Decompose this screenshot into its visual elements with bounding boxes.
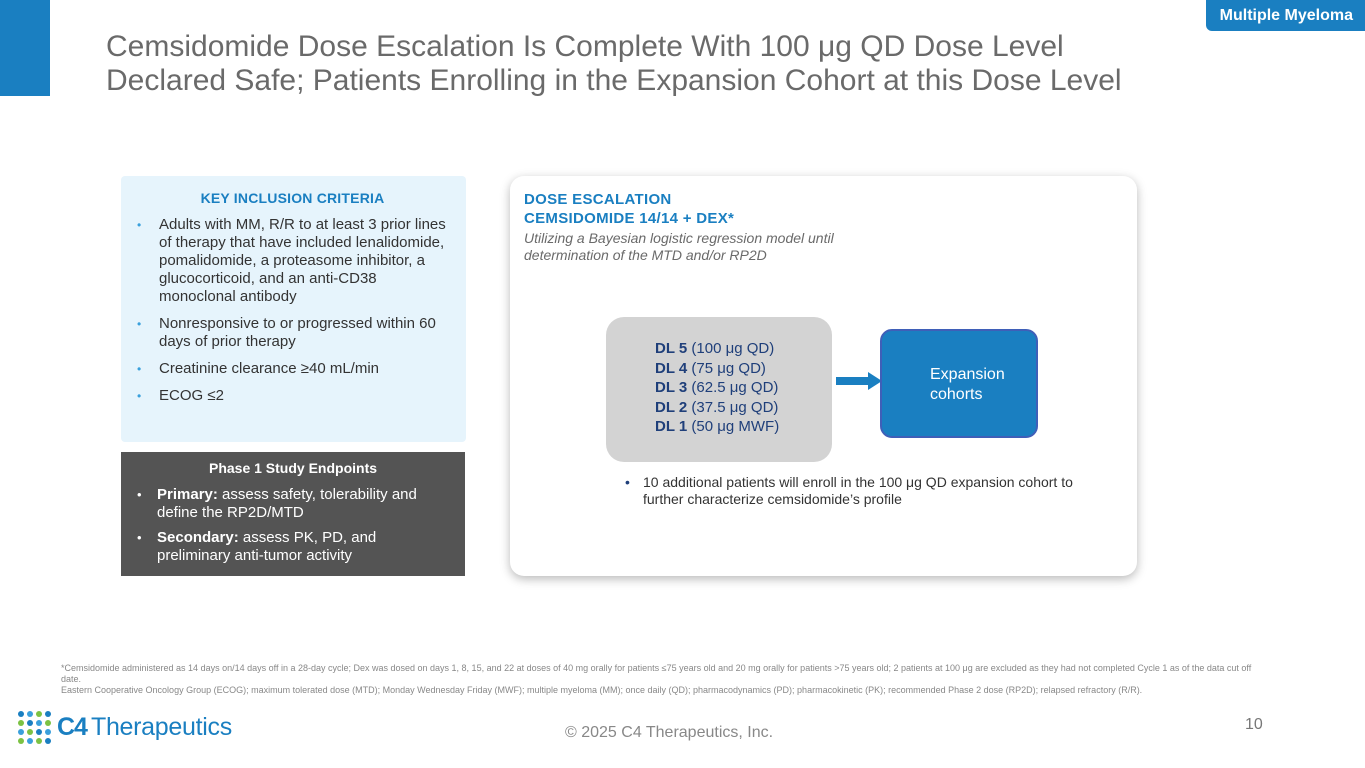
copyright: © 2025 C4 Therapeutics, Inc. xyxy=(565,724,774,741)
company-logo xyxy=(18,710,232,744)
endpoint-secondary xyxy=(135,529,451,565)
expansion-cohorts-box xyxy=(880,329,1038,438)
dose-level-label: DL 5 xyxy=(655,340,688,357)
criteria-item: • Creatinine clearance ≥40 mL/min xyxy=(135,360,450,378)
endpoint-primary xyxy=(135,486,451,522)
criteria-item: • ECOG ≤2 xyxy=(135,387,450,405)
endpoint-primary-text: assess safety, tolerability and define the RP2D/MTD xyxy=(157,486,417,521)
endpoint-secondary-text: assess PK, PD, and preliminary anti-tumor activity xyxy=(157,529,377,564)
study-endpoints-panel xyxy=(121,452,465,576)
logo-c4: C4 xyxy=(57,712,87,741)
dose-level-label: DL 2 xyxy=(655,398,688,416)
dose-level-value: (37.5 μg QD) xyxy=(687,398,779,416)
dose-level-row xyxy=(655,398,832,418)
expansion-note-item: • 10 additional patients will enroll in the 100 μg QD expansion cohort to further characterize cemsidomide’s profile xyxy=(623,474,1083,508)
dose-level-value: (75 μg QD) xyxy=(687,359,766,377)
arrow-right-icon xyxy=(836,372,882,390)
dose-levels-box xyxy=(606,317,832,462)
logo-name: Therapeutics xyxy=(90,712,232,741)
expansion-cohorts-line1: Expansion xyxy=(930,366,1005,383)
dose-escalation-subtitle: Utilizing a Bayesian logistic regression model until determination of the MTD and/or RP2D xyxy=(524,230,834,263)
category-tag: Multiple Myeloma xyxy=(1206,0,1365,31)
endpoint-secondary-label: Secondary: xyxy=(157,529,239,546)
page-number: 10 xyxy=(1245,716,1263,733)
dose-level-value: (62.5 μg QD) xyxy=(687,379,779,396)
slide-title-line2: Declared Safe; Patients Enrolling in the Expansion Cohort at this Dose Level xyxy=(106,64,1122,97)
study-endpoints-list xyxy=(135,486,451,565)
dose-level-value: (50 μg MWF) xyxy=(687,418,780,435)
dose-level-value: (100 μg QD) xyxy=(687,340,775,357)
footnote-line1: *Cemsidomide administered as 14 days on/14 days off in a 28-day cycle; Dex was dosed on days 1, 8, 15, and 22 at doses of 40 mg orally for patients ≤75 years old and 20 mg orally for patients >75 years old; 2 patients at 100 μg are excluded as they had not completed Cycle 1 as of the data cut off date. xyxy=(61,663,1252,684)
dose-level-row xyxy=(655,359,832,379)
expansion-cohorts-line2: cohorts xyxy=(930,386,983,403)
expansion-note-list xyxy=(623,474,1083,508)
dose-level-label: DL 4 xyxy=(655,359,688,377)
inclusion-criteria-panel xyxy=(121,176,466,442)
criteria-item: • Nonresponsive to or progressed within 60 days of prior therapy xyxy=(135,315,450,351)
dose-level-row xyxy=(655,339,832,359)
dose-level-row xyxy=(655,417,832,437)
slide-title-line1: Cemsidomide Dose Escalation Is Complete With 100 μg QD Dose Level xyxy=(106,30,1064,63)
expansion-note xyxy=(623,474,1083,517)
accent-bar xyxy=(0,0,50,96)
dose-escalation-header xyxy=(524,190,864,264)
inclusion-criteria-heading: KEY INCLUSION CRITERIA xyxy=(200,190,385,206)
dose-escalation-card xyxy=(510,176,1137,576)
endpoint-primary-label: Primary: xyxy=(157,486,218,503)
footnote xyxy=(61,663,1271,696)
footnote-line2: Eastern Cooperative Oncology Group (ECOG); maximum tolerated dose (MTD); Monday Wednesday Friday (MWF); multiple myeloma (MM); once daily (QD); pharmacodynamics (PD); pharmacokinetic (PK); recommended Phase 2 dose (RP2D); relapsed refractory (R/R). xyxy=(61,685,1143,695)
criteria-item: • Adults with MM, R/R to at least 3 prior lines of therapy that have included lenalidomide, pomalidomide, a proteasome inhibitor, a glucocorticoid, and an anti-CD38 monoclonal antibody xyxy=(135,216,450,306)
dose-level-row xyxy=(655,378,832,398)
dose-level-label: DL 1 xyxy=(655,418,688,435)
slide-title xyxy=(106,30,1286,98)
study-endpoints-heading: Phase 1 Study Endpoints xyxy=(208,460,378,476)
inclusion-criteria-list xyxy=(135,216,450,405)
logo-dots-icon xyxy=(18,711,51,744)
dose-regimen-heading: CEMSIDOMIDE 14/14 + DEX* xyxy=(524,210,735,227)
dose-escalation-heading: DOSE ESCALATION xyxy=(524,191,672,208)
dose-level-label: DL 3 xyxy=(655,379,688,396)
